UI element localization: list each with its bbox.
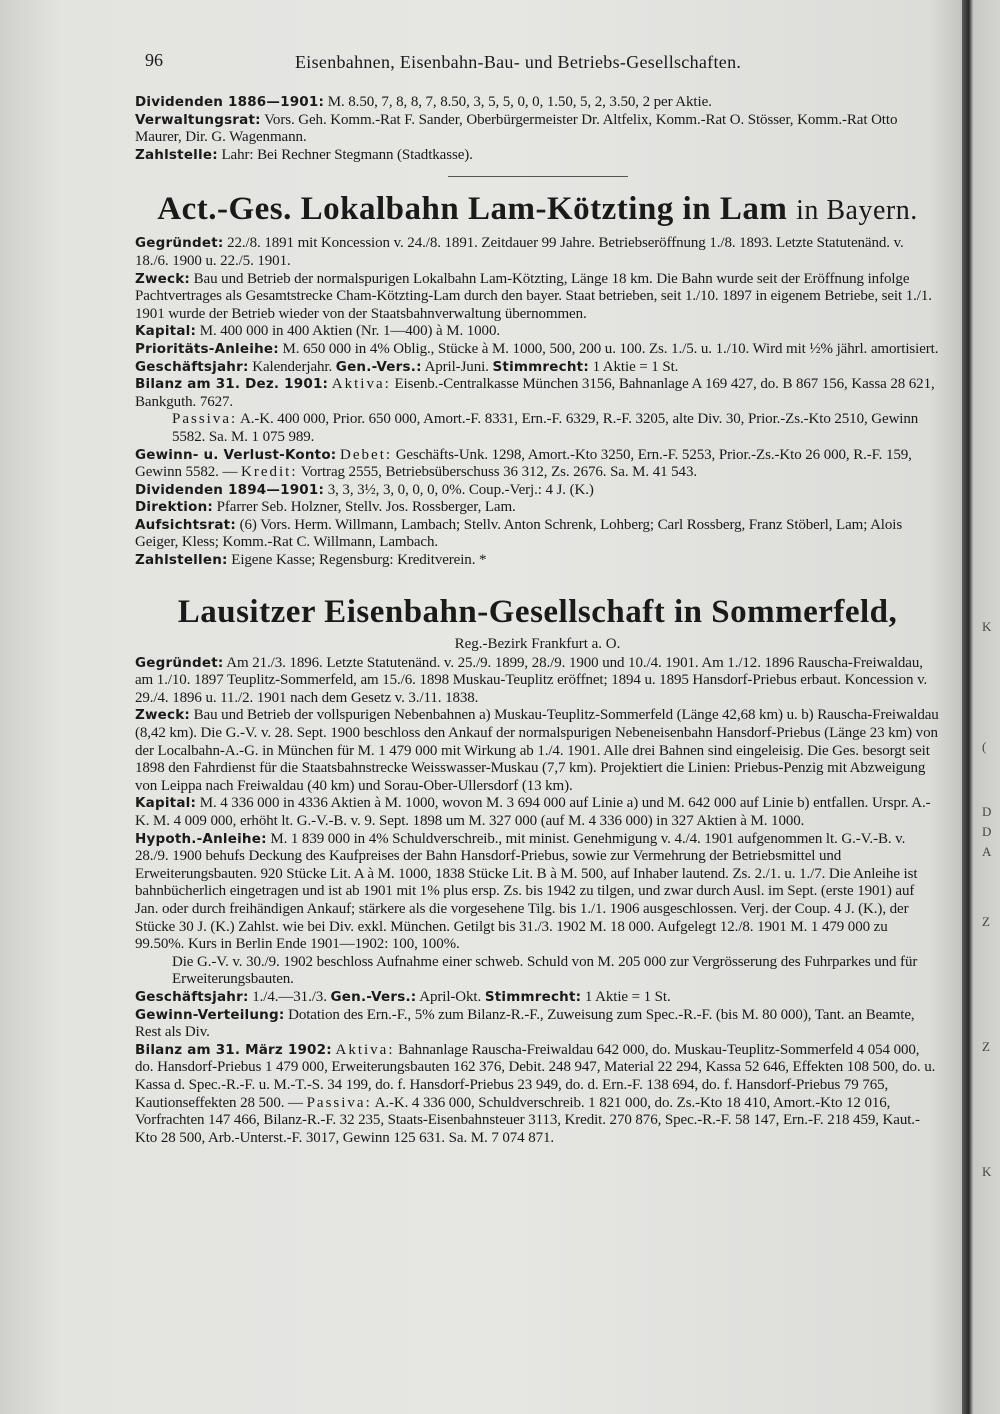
entry-field (135, 147, 940, 165)
section-spacer (135, 570, 940, 592)
field-text: Bau und Betrieb der vollspurigen Nebenbahnen a) Muskau-Teuplitz-Sommerfeld (Länge 42,68 km) u. b) Rauscha-Freiwaldau (8,42 km). Die G.-V. v. 28. Sept. 1900 beschloss den Ankauf der normalspurigen Nebeneisenbahn Hansdorf-Priebus (Länge 23 km) von der Localbahn-A.-G. in München für M. 1 479 000 mit Wirkung ab 1./4. 1901. Alle drei Bahnen sind eingeleisig. Die Ges. besorgt seit 1898 den Fahrdienst für die Staatsbahnstrecke Weisswasser-Muskau (7,7 km). Projektiert die Linien: Priebus-Penzig mit Abzweigung von Leippa nach Freiwaldau (40 km) und Sorau-Ober-Ullersdorf (13 km). (135, 707, 939, 794)
field-label: Dividenden 1894—1901: (135, 481, 325, 498)
field-text: M. 650 000 in 4% Oblig., Stücke à M. 1000, 500, 200 u. 100. Zs. 1./5. u. 1./10. Wird mit ½% jährl. amortisiert. (282, 340, 939, 357)
field-text: Kalenderjahr. (252, 358, 333, 375)
field-label: Zweck: (135, 707, 190, 724)
field-label: Dividenden 1886—1901: (135, 94, 325, 110)
entry-field (135, 411, 940, 446)
field-text: 1./4.—31./3. (252, 988, 327, 1005)
field-label: Kapital: (135, 323, 197, 340)
field-label: Gegründet: (135, 235, 224, 252)
field-label: Gewinn- u. Verlust-Konto: (135, 446, 337, 463)
entry-field (135, 989, 940, 1007)
entry-field (135, 447, 940, 482)
margin-fragment: Z (982, 914, 990, 929)
field-text: 1 Aktie = 1 St. (592, 358, 679, 375)
company-name: Lausitzer Eisenbahn-Gesellschaft in Sommerfeld, (177, 593, 898, 630)
entry-field (135, 954, 940, 989)
entry-field (135, 831, 940, 954)
field-text: Geschäfts-Unk. 1298, Amort.-Kto 3250, Ern.-F. 5253, Prior.-Zs.-Kto 26 000, R.-F. 159, Gewinn 5582. — (135, 446, 912, 481)
field-sublabel: Aktiva: (335, 1041, 395, 1058)
entry-field (135, 94, 940, 112)
company-entry-lausitzer (135, 655, 940, 1148)
field-sublabel: Passiva: (172, 411, 238, 428)
field-label: Zahlstellen: (135, 552, 228, 569)
entry-field (135, 323, 940, 341)
field-sublabel: Passiva: (306, 1094, 372, 1111)
entry-field (135, 517, 940, 552)
field-label: Gen.-Vers.: (330, 988, 417, 1005)
entry-field (135, 376, 940, 411)
field-label: Bilanz am 31. März 1902: (135, 1041, 332, 1058)
field-text: Bahnanlage Rauscha-Freiwaldau 642 000, do. Muskau-Teuplitz-Sommerfeld 4 054 000, do. Hansdorf-Priebus 1 479 000, Erweiterungsbauten 162 376, Debit. 248 947, Material 22 294, Kassa 52 646, Effekten 108 500, do. u. Kassa d. Spec.-R.-F. u. M.-T.-S. 34 199, do. f. Hansdorf-Priebus 23 949, do. d. Ern.-F. 138 694, do. f. Hansdorf-Priebus 79 765, Kautionseffekten 28 500. — (135, 1041, 936, 1111)
company-heading-lausitzer (135, 592, 940, 632)
field-text: (6) Vors. Herm. Willmann, Lambach; Stellv. Anton Schrenk, Lohberg; Carl Rossberg, Franz Stöberl, Lam; Alois Geiger, Kless; Komm.-Rat C. Willmann, Lambach. (135, 516, 903, 551)
field-label: Gewinn-Verteilung: (135, 1006, 285, 1023)
field-text: M. 4 336 000 in 4336 Aktien à M. 1000, wovon M. 3 694 000 auf Linie a) und M. 642 000 auf Linie b) entfallen. Urspr. A.-K. M. 4 009 000, erhöht lt. G.-V.-B. v. 9. Sept. 1898 um M. 327 000 (auf M. 4 336 000) in 327 Aktien à M. 1000. (135, 795, 931, 829)
entry-field (135, 482, 940, 500)
field-label: Aufsichtsrat: (135, 516, 236, 533)
field-text: M. 8.50, 7, 8, 8, 7, 8.50, 3, 5, 5, 0, 0, 1.50, 5, 2, 3.50, 2 per Aktie. (327, 94, 712, 110)
field-text: April-Juni. (424, 358, 489, 375)
field-label: Zahlstelle: (135, 146, 218, 163)
field-text: Eisenb.-Centralkasse München 3156, Bahnanlage A 169 427, do. B 867 156, Kassa 28 621, Bankguth. 7627. (135, 376, 935, 410)
field-sublabel: Aktiva: (331, 376, 391, 393)
entry-field (135, 341, 940, 359)
field-text: Am 21./3. 1896. Letzte Statutenänd. v. 25./9. 1899, 28./9. 1900 und 10./4. 1901. Am 1./12. 1896 Rauscha-Freiwaldau, am 1./10. 1897 Teuplitz-Sommerfeld, am 15./6. 1898 Muskau-Teuplitz eröffnet; 1894 u. 1895 Hansdorf-Priebus erbaut. Koncession v. 29./4. 1896 u. 11./2. 1901 nach dem Gesetz v. 3./11. 1838. (135, 654, 928, 706)
field-text: April-Okt. (419, 988, 482, 1005)
section-divider (448, 176, 628, 177)
field-text: 3, 3, 3½, 3, 0, 0, 0, 0%. Coup.-Verj.: 4 J. (K.) (327, 481, 594, 498)
company-heading-lam (135, 189, 940, 231)
page-number: 96 (145, 50, 163, 70)
entry-field (135, 271, 940, 324)
company-subtitle: Reg.-Bezirk Frankfurt a. O. (454, 635, 621, 652)
field-label: Bilanz am 31. Dez. 1901: (135, 376, 329, 393)
margin-fragment: D (982, 804, 992, 819)
field-text: Eigene Kasse; Regensburg: Kreditverein. * (231, 552, 487, 569)
entry-field (135, 655, 940, 708)
field-label: Geschäftsjahr: (135, 358, 249, 375)
entry-field (135, 235, 940, 270)
margin-fragment: Z (982, 1039, 990, 1054)
field-label: Gen.-Vers.: (335, 358, 422, 375)
previous-entry-tail (135, 94, 940, 177)
page-content (135, 40, 940, 1147)
field-label: Direktion: (135, 499, 213, 516)
entry-field (135, 795, 940, 830)
margin-fragment: K (982, 619, 992, 634)
company-name: Act.-Ges. Lokalbahn Lam-Kötzting in Lam (157, 191, 788, 228)
field-label: Verwaltungsrat: (135, 111, 261, 128)
field-text: 1 Aktie = 1 St. (584, 988, 671, 1005)
field-sublabel: Debet: (340, 446, 393, 463)
entry-field (135, 707, 940, 795)
running-head-title: Eisenbahnen, Eisenbahn-Bau- und Betriebs-Gesellschaften. (295, 52, 742, 72)
field-text: Dotation des Ern.-F., 5% zum Bilanz-R.-F., Zuweisung zum Spec.-R.-F. (bis M. 80 000), Tant. an Beamte, Rest als Div. (135, 1006, 915, 1041)
field-label: Prioritäts-Anleihe: (135, 340, 279, 357)
field-text: M. 1 839 000 in 4% Schuldverschreib., mit minist. Genehmigung v. 4./4. 1901 aufgenommen lt. G.-V.-B. v. 28./9. 1900 behufs Deckung des Kaufpreises der Bahn Hansdorf-Priebus, sowie zur Vermehrung der Betriebsmittel und Erweiterungsbauten. 920 Stücke Lit. A à M. 1000, 1838 Stücke Lit. B à M. 500, auf Inhaber lautend. Zs. 2./1. u. 1./7. Die Anleihe ist bahnbücherlich eingetragen und ist ab 1901 mit 1% plus ersp. Zs. bis 1942 zu tilgen, und zwar durch Ausl. im Sept. (erste 1901) auf Jan. oder durch freihändigen Ankauf; stärkere als die vorgesehene Tilg. bis 1./1. 1906 ausgeschlossen. Verj. der Coup. 4 J. (K.), der Stücke 30 J. (K.) Zahlst. wie bei Div. exkl. München. Getilgt bis 31./3. 1902 M. 18 000. Aufgelegt 12./8. 1901 M. 1 479 000 zu 99.50%. Kurs in Berlin Ende 1901—1902: 100, 100%. (135, 830, 918, 953)
field-text: Lahr: Bei Rechner Stegmann (Stadtkasse). (221, 146, 473, 163)
field-label: Gegründet: (135, 654, 224, 671)
entry-field (135, 112, 940, 147)
entry-field (135, 1042, 940, 1148)
margin-fragment: ( (982, 739, 987, 754)
company-entry-lam (135, 235, 940, 569)
book-gutter (962, 0, 1000, 1414)
field-label: Geschäftsjahr: (135, 988, 249, 1005)
field-text: 22./8. 1891 mit Koncession v. 24./8. 1891. Zeitdauer 99 Jahre. Betriebseröffnung 1./8. 1893. Letzte Statutenänd. v. 18./6. 1900 u. 22./5. 1901. (135, 235, 904, 269)
field-text: M. 400 000 in 400 Aktien (Nr. 1—400) à M. 1000. (199, 323, 501, 340)
field-text: A.-K. 4 336 000, Schuldverschreib. 1 821 000, do. Zs.-Kto 18 410, Amort.-Kto 12 016, Vorfrachten 147 466, Bilanz-R.-F. 32 235, Staats-Eisenbahnsteuer 3113, Kredit. 270 876, Spec.-R.-F. 58 147, Ern.-F. 218 459, Kaut.-Kto 28 500, Arb.-Unterst.-F. 3017, Gewinn 125 631. Sa. M. 7 074 871. (135, 1094, 920, 1146)
margin-fragment: A (982, 844, 992, 859)
field-text: Die G.-V. v. 30./9. 1902 beschloss Aufnahme einer schweb. Schuld von M. 205 000 zur Vergrösserung des Fuhrparkes und für Erweiterungsbauten. (172, 953, 918, 988)
field-label: Zweck: (135, 270, 190, 287)
field-text: A.-K. 400 000, Prior. 650 000, Amort.-F. 8331, Ern.-F. 6329, R.-F. 3205, alte Div. 30, Prior.-Zs.-Kto 2510, Gewinn 5582. Sa. M. 1 075 989. (172, 411, 919, 445)
entry-field (135, 552, 940, 570)
field-text: Vortrag 2555, Betriebsüberschuss 36 312, Zs. 2676. Sa. M. 41 543. (300, 464, 698, 481)
field-label: Stimmrecht: (492, 358, 589, 375)
entry-field (135, 1007, 940, 1042)
company-location: in Bayern. (796, 195, 918, 227)
field-label: Kapital: (135, 795, 197, 812)
field-label: Hypoth.-Anleihe: (135, 830, 267, 847)
field-text: Vors. Geh. Komm.-Rat F. Sander, Oberbürgermeister Dr. Altfelix, Komm.-Rat O. Stösser, Komm.-Rat Otto Maurer, Dir. G. Wagenmann. (135, 111, 898, 146)
entry-field (135, 359, 940, 377)
margin-fragment: K (982, 1164, 992, 1179)
field-text: Pfarrer Seb. Holzner, Stellv. Jos. Rossberger, Lam. (216, 499, 516, 516)
field-label: Stimmrecht: (484, 988, 582, 1005)
field-text: Bau und Betrieb der normalspurigen Lokalbahn Lam-Kötzting, Länge 18 km. Die Bahn wurde seit der Eröffnung infolge Pachtvertrages als Gesamtstrecke Cham-Kötzting-Lam durch den bayer. Staat betrieben, seit 1./10. 1897 in eigenem Betriebe, seit 1./1. 1901 wurde der Betrieb wieder von der Staatsbahnverwaltung übernommen. (135, 270, 932, 322)
entry-field (135, 499, 940, 517)
margin-fragment: D (982, 824, 992, 839)
field-sublabel: Kredit: (241, 464, 298, 481)
running-head (135, 40, 940, 80)
